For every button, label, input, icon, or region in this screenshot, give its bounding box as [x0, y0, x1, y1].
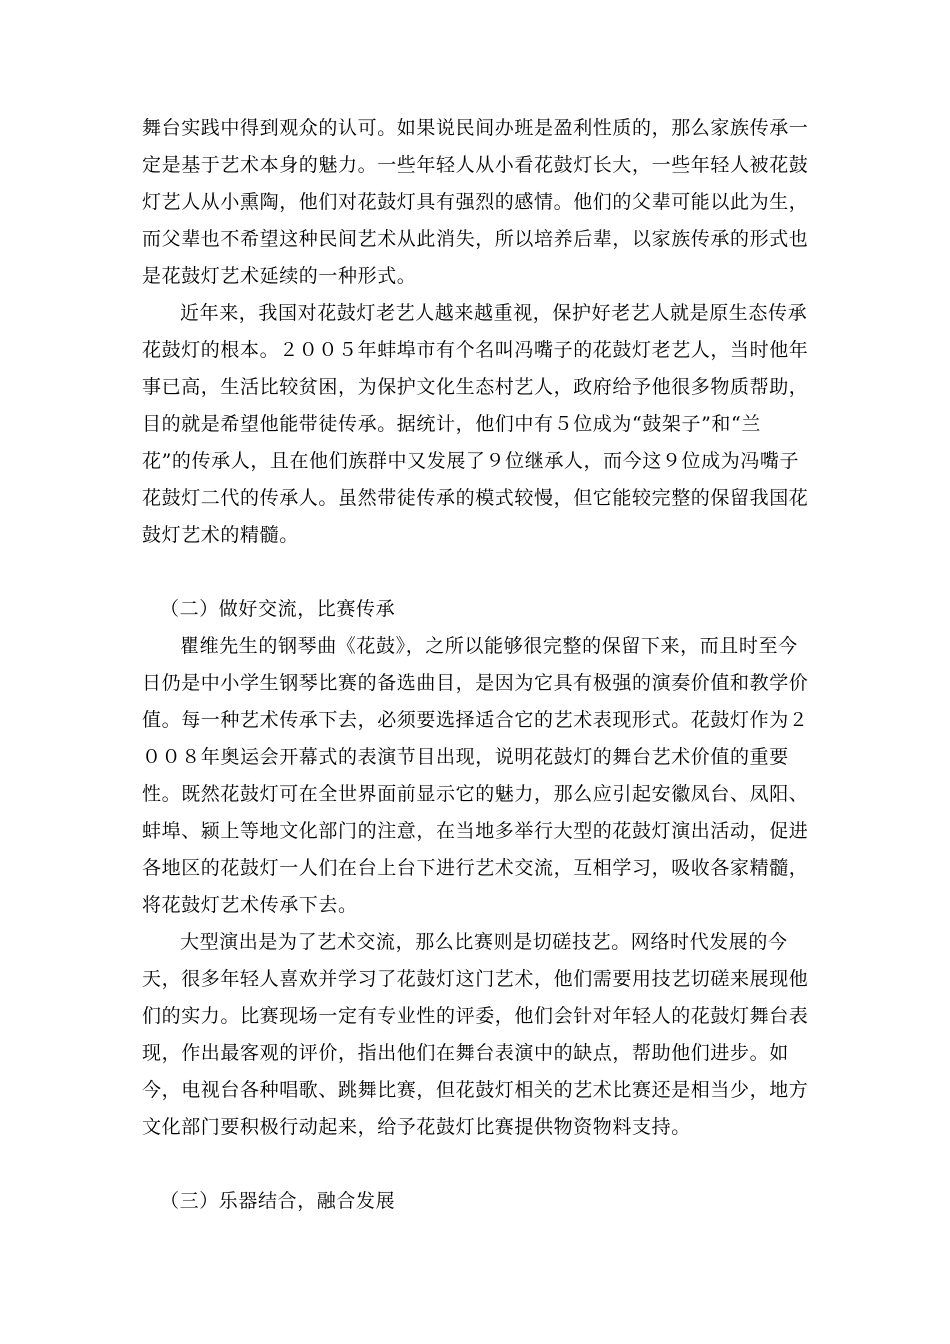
paragraph-3-line-3: 值。每一种艺术传承下去，必须要选择适合它的艺术表现形式。花鼓灯作为２ [142, 709, 809, 731]
paragraph-2-line-1: 近年来，我国对花鼓灯老艺人越来越重视，保护好老艺人就是原生态传承 [180, 302, 808, 324]
paragraph-1-line-4: 而父辈也不希望这种民间艺术从此消失，所以培养后辈，以家族传承的形式也 [142, 228, 809, 250]
paragraph-2-line-7: 鼓灯艺术的精髓。 [142, 524, 299, 546]
paragraph-4-line-2: 天，很多年轻人喜欢并学习了花鼓灯这门艺术，他们需要用技艺切磋来展现他 [142, 968, 809, 990]
paragraph-4-line-5: 今，电视台各种唱歌、跳舞比赛，但花鼓灯相关的艺术比赛还是相当少，地方 [142, 1079, 809, 1101]
section-heading-3: （三）乐器结合，融合发展 [160, 1190, 396, 1212]
paragraph-2-line-3: 事已高，生活比较贫困，为保护文化生态村艺人，政府给予他很多物质帮助， [142, 376, 809, 398]
paragraph-1-line-1: 舞台实践中得到观众的认可。如果说民间办班是盈利性质的，那么家族传承一 [142, 117, 809, 139]
paragraph-3-line-8: 将花鼓灯艺术传承下去。 [142, 894, 358, 916]
paragraph-2-line-5: 花”的传承人，且在他们族群中又发展了９位继承人，而今这９位成为冯嘴子 [142, 450, 800, 472]
paragraph-3-line-7: 各地区的花鼓灯一人们在台上台下进行艺术交流，互相学习，吸收各家精髓， [142, 857, 809, 879]
paragraph-4-line-1: 大型演出是为了艺术交流，那么比赛则是切磋技艺。网络时代发展的今 [180, 931, 788, 953]
paragraph-3-line-4: ００８年奥运会开幕式的表演节目出现，说明花鼓灯的舞台艺术价值的重要 [142, 746, 789, 768]
paragraph-1-line-2: 定是基于艺术本身的魅力。一些年轻人从小看花鼓灯长大，一些年轻人被花鼓 [142, 154, 809, 176]
paragraph-3-line-1: 瞿维先生的钢琴曲《花鼓》，之所以能够很完整的保留下来，而且时至今 [180, 635, 798, 657]
paragraph-3-line-6: 蚌埠、颍上等地文化部门的注意，在当地多举行大型的花鼓灯演出活动，促进 [142, 820, 809, 842]
paragraph-2-line-6: 花鼓灯二代的传承人。虽然带徒传承的模式较慢，但它能较完整的保留我国花 [142, 487, 809, 509]
paragraph-2-line-2: 花鼓灯的根本。２００５年蚌埠市有个名叫冯嘴子的花鼓灯老艺人，当时他年 [142, 339, 809, 361]
paragraph-1-line-3: 灯艺人从小熏陶，他们对花鼓灯具有强烈的感情。他们的父辈可能以此为生， [142, 191, 809, 213]
paragraph-3-line-5: 性。既然花鼓灯可在全世界面前显示它的魅力，那么应引起安徽凤台、凤阳、 [142, 783, 809, 805]
section-heading-2: （二）做好交流，比赛传承 [160, 598, 396, 620]
paragraph-4-line-6: 文化部门要积极行动起来，给予花鼓灯比赛提供物资物料支持。 [142, 1116, 691, 1138]
paragraph-3-line-2: 日仍是中小学生钢琴比赛的备选曲目，是因为它具有极强的演奏价值和教学价 [142, 672, 809, 694]
paragraph-4-line-4: 现，作出最客观的评价，指出他们在舞台表演中的缺点，帮助他们进步。如 [142, 1042, 789, 1064]
paragraph-4-line-3: 们的实力。比赛现场一定有专业性的评委，他们会针对年轻人的花鼓灯舞台表 [142, 1005, 809, 1027]
paragraph-1-line-5: 是花鼓灯艺术延续的一种形式。 [142, 265, 417, 287]
paragraph-2-line-4: 目的就是希望他能带徒传承。据统计，他们中有５位成为“鼓架子”和“兰 [142, 413, 761, 435]
